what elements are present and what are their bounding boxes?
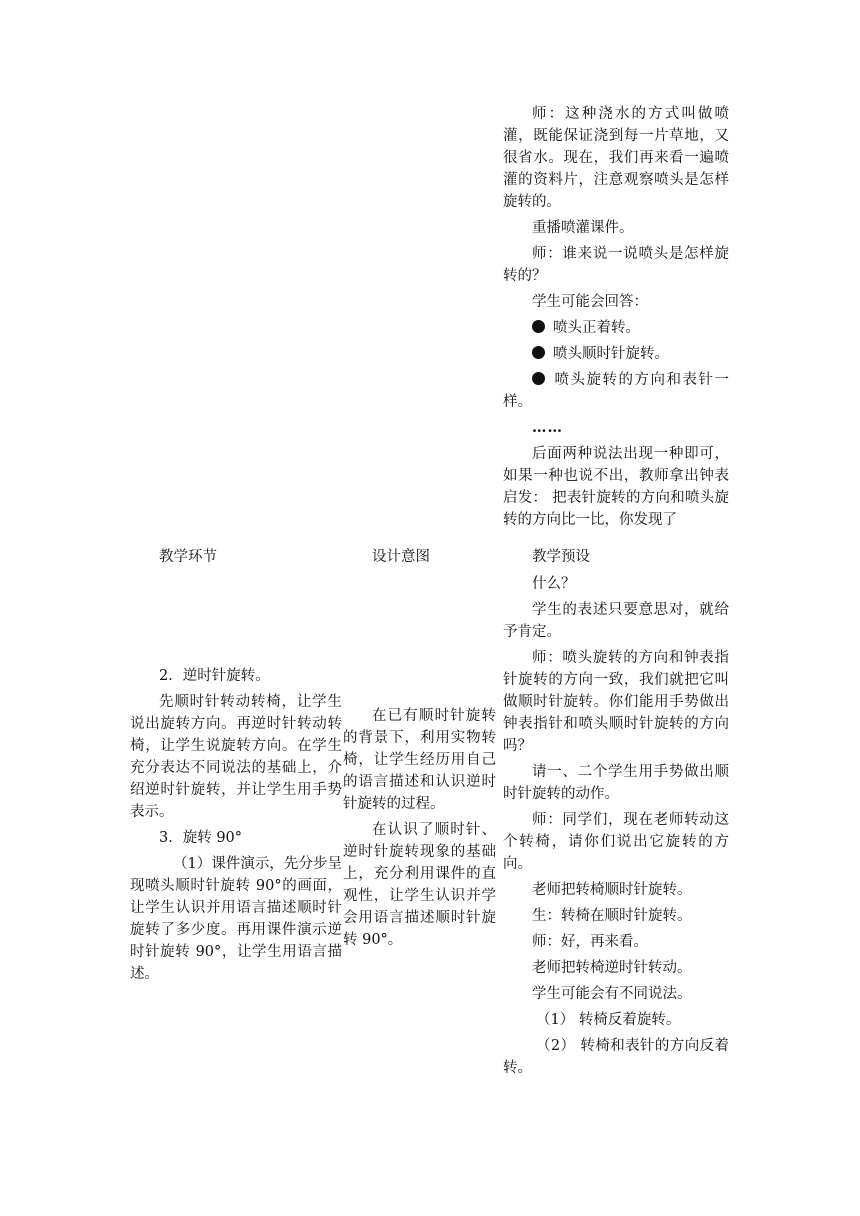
bullet-icon xyxy=(532,320,545,333)
bullet-item xyxy=(503,369,729,413)
plan-column-bottom xyxy=(503,573,729,1083)
paragraph: 在已有顺时针旋转的背景下，利用实物转椅，让学生经历用自己的语言描述和认识逆时针旋转的过程。 xyxy=(343,708,496,812)
paragraph: 师：谁来说一说喷头是怎样旋转的？ xyxy=(503,246,729,284)
bullet-item xyxy=(503,317,729,339)
section-heading: 2．逆时针旋转。 xyxy=(159,668,270,684)
paragraph: （1）课件演示，先分步呈现喷头顺时针旋转 90°的画面，让学生认识并用语言描述顺时针旋转了多少度。再用课件演示逆时针旋转 90°，让学生用语言描述。 xyxy=(130,856,342,982)
paragraph: 请一、二个学生用手势做出顺时针旋转的动作。 xyxy=(503,764,729,802)
paragraph: 师：这种浇水的方式叫做喷灌，既能保证浇到每一片草地，又很省水。现在，我们再来看一遍喷灌的资料片，注意观察喷头是怎样旋转的。 xyxy=(503,106,729,210)
paragraph: 师：喷头旋转的方向和钟表指针旋转的方向一致，我们就把它叫做顺时针旋转。你们能用手势做出钟表指针和喷头顺时针旋转的方向吗？ xyxy=(503,650,729,754)
paragraph: 学生的表述只要意思对，就给予肯定。 xyxy=(503,602,729,640)
paragraph: 先顺时针转动转椅，让学生说出旋转方向。再逆时针转动转椅，让学生说旋转方向。在学生充分表达不同说法的基础上，介绍逆时针旋转，并让学生用手势表示。 xyxy=(130,694,342,820)
paragraph: 师：好，再来看。 xyxy=(532,934,648,950)
bullet-item xyxy=(503,343,729,365)
paragraph: 在认识了顺时针、逆时针旋转现象的基础上，充分利用课件的直观性，让学生认识并学会用语言描述顺时针旋转 90°。 xyxy=(343,822,496,948)
list-item: （2） 转椅和表针的方向反着转。 xyxy=(503,1038,729,1076)
bullet-icon xyxy=(532,346,545,359)
list-item: （1） 转椅反着旋转。 xyxy=(536,1012,681,1028)
plan-column-top xyxy=(503,103,729,535)
paragraph: 师：同学们，现在老师转动这个转椅，请你们说出它旋转的方向。 xyxy=(503,812,729,872)
step-column xyxy=(130,665,342,989)
paragraph: 老师把转椅逆时针转动。 xyxy=(532,960,692,976)
paragraph: 什么？ xyxy=(532,576,576,592)
header-teaching-step: 教学环节 xyxy=(159,549,217,565)
header-teaching-plan: 教学预设 xyxy=(532,549,590,565)
bullet-text: 喷头旋转的方向和表针一样。 xyxy=(503,372,729,410)
bullet-text: 喷头正着转。 xyxy=(553,320,640,336)
intent-column xyxy=(343,705,496,955)
paragraph: 重播喷灌课件。 xyxy=(532,220,634,236)
bullet-text: 喷头顺时针旋转。 xyxy=(553,346,669,362)
paragraph: 学生可能会回答： xyxy=(532,294,648,310)
bullet-icon xyxy=(532,372,545,385)
paragraph: 学生可能会有不同说法。 xyxy=(532,986,692,1002)
ellipsis: …… xyxy=(532,419,563,436)
header-design-intent: 设计意图 xyxy=(372,549,430,565)
paragraph: 生：转椅在顺时针旋转。 xyxy=(532,908,692,924)
paragraph: 后面两种说法出现一种即可，如果一种也说不出，教师拿出钟表启发： 把表针旋转的方向和喷头旋转的方向比一比，你发现了 xyxy=(503,446,729,528)
section-heading: 3．旋转 90° xyxy=(159,830,243,846)
paragraph: 老师把转椅顺时针旋转。 xyxy=(532,882,692,898)
